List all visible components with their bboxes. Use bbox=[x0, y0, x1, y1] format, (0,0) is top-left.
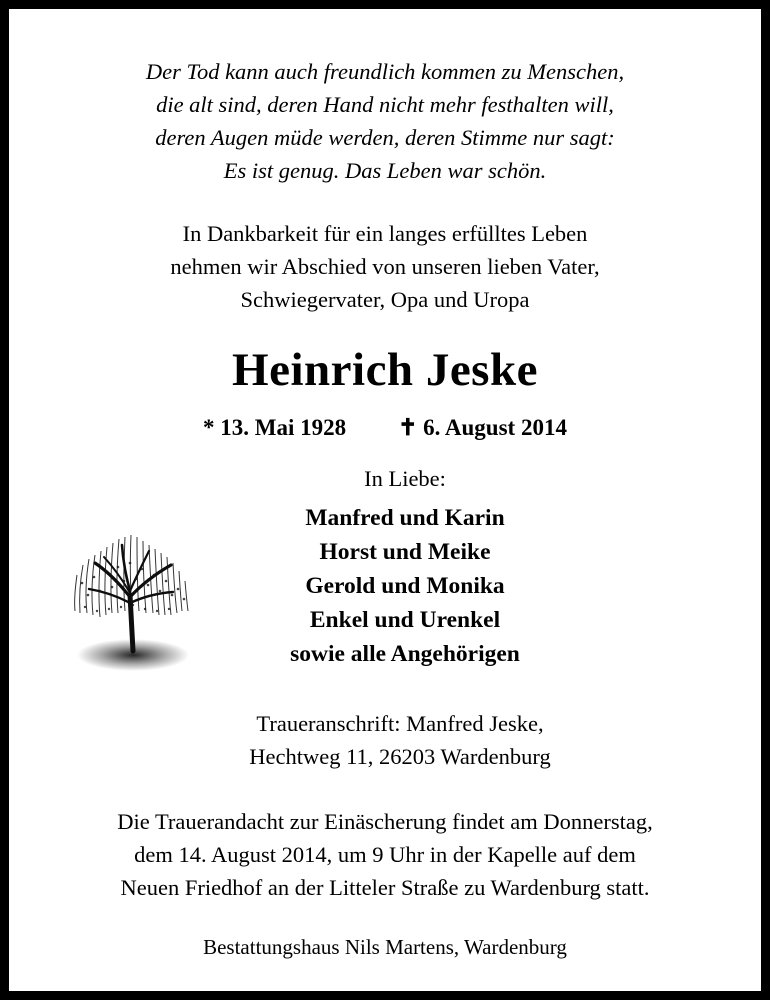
address-line: Hechtweg 11, 26203 Wardenburg bbox=[249, 744, 551, 770]
intro-line: In Dankbarkeit für ein langes erfülltes Leben bbox=[182, 221, 588, 246]
service-details bbox=[37, 805, 733, 904]
death-date: ✝ 6. August 2014 bbox=[398, 415, 567, 441]
mourner-line: sowie alle Angehörigen bbox=[290, 641, 520, 668]
poem-line: Der Tod kann auch freundlich kommen zu Menschen, bbox=[145, 59, 625, 84]
intro-line: Schwiegervater, Opa und Uropa bbox=[240, 287, 530, 312]
mourners-section bbox=[37, 463, 733, 773]
poem-block bbox=[37, 55, 733, 187]
mourner-line: Gerold und Monika bbox=[305, 573, 505, 600]
mourners-heading: In Liebe: bbox=[364, 466, 446, 492]
poem-line: die alt sind, deren Hand nicht mehr festhalten will, bbox=[156, 92, 614, 117]
poem-line: deren Augen müde werden, deren Stimme nur sagt: bbox=[155, 125, 615, 150]
poem-line: Es ist genug. Das Leben war schön. bbox=[223, 158, 547, 183]
service-line: dem 14. August 2014, um 9 Uhr in der Kapelle auf dem bbox=[134, 842, 636, 868]
funeral-home: Bestattungshaus Nils Martens, Wardenburg bbox=[203, 935, 567, 960]
intro-block bbox=[37, 217, 733, 316]
life-dates bbox=[37, 415, 733, 441]
address-line: Traueranschrift: Manfred Jeske, bbox=[256, 711, 544, 737]
mourner-line: Horst und Meike bbox=[319, 539, 491, 566]
service-line: Die Trauerandacht zur Einäscherung findet am Donnerstag, bbox=[117, 809, 653, 835]
mourner-line: Enkel und Urenkel bbox=[309, 607, 501, 634]
mourner-line: Manfred und Karin bbox=[305, 505, 505, 532]
service-line: Neuen Friedhof an der Litteler Straße zu Wardenburg statt. bbox=[120, 875, 650, 901]
deceased-name: Heinrich Jeske bbox=[232, 344, 538, 396]
mourning-address bbox=[37, 707, 733, 773]
intro-line: nehmen wir Abschied von unseren lieben Vater, bbox=[170, 254, 600, 279]
weeping-willow-tree-icon bbox=[49, 463, 224, 688]
birth-date: * 13. Mai 1928 bbox=[203, 415, 347, 441]
